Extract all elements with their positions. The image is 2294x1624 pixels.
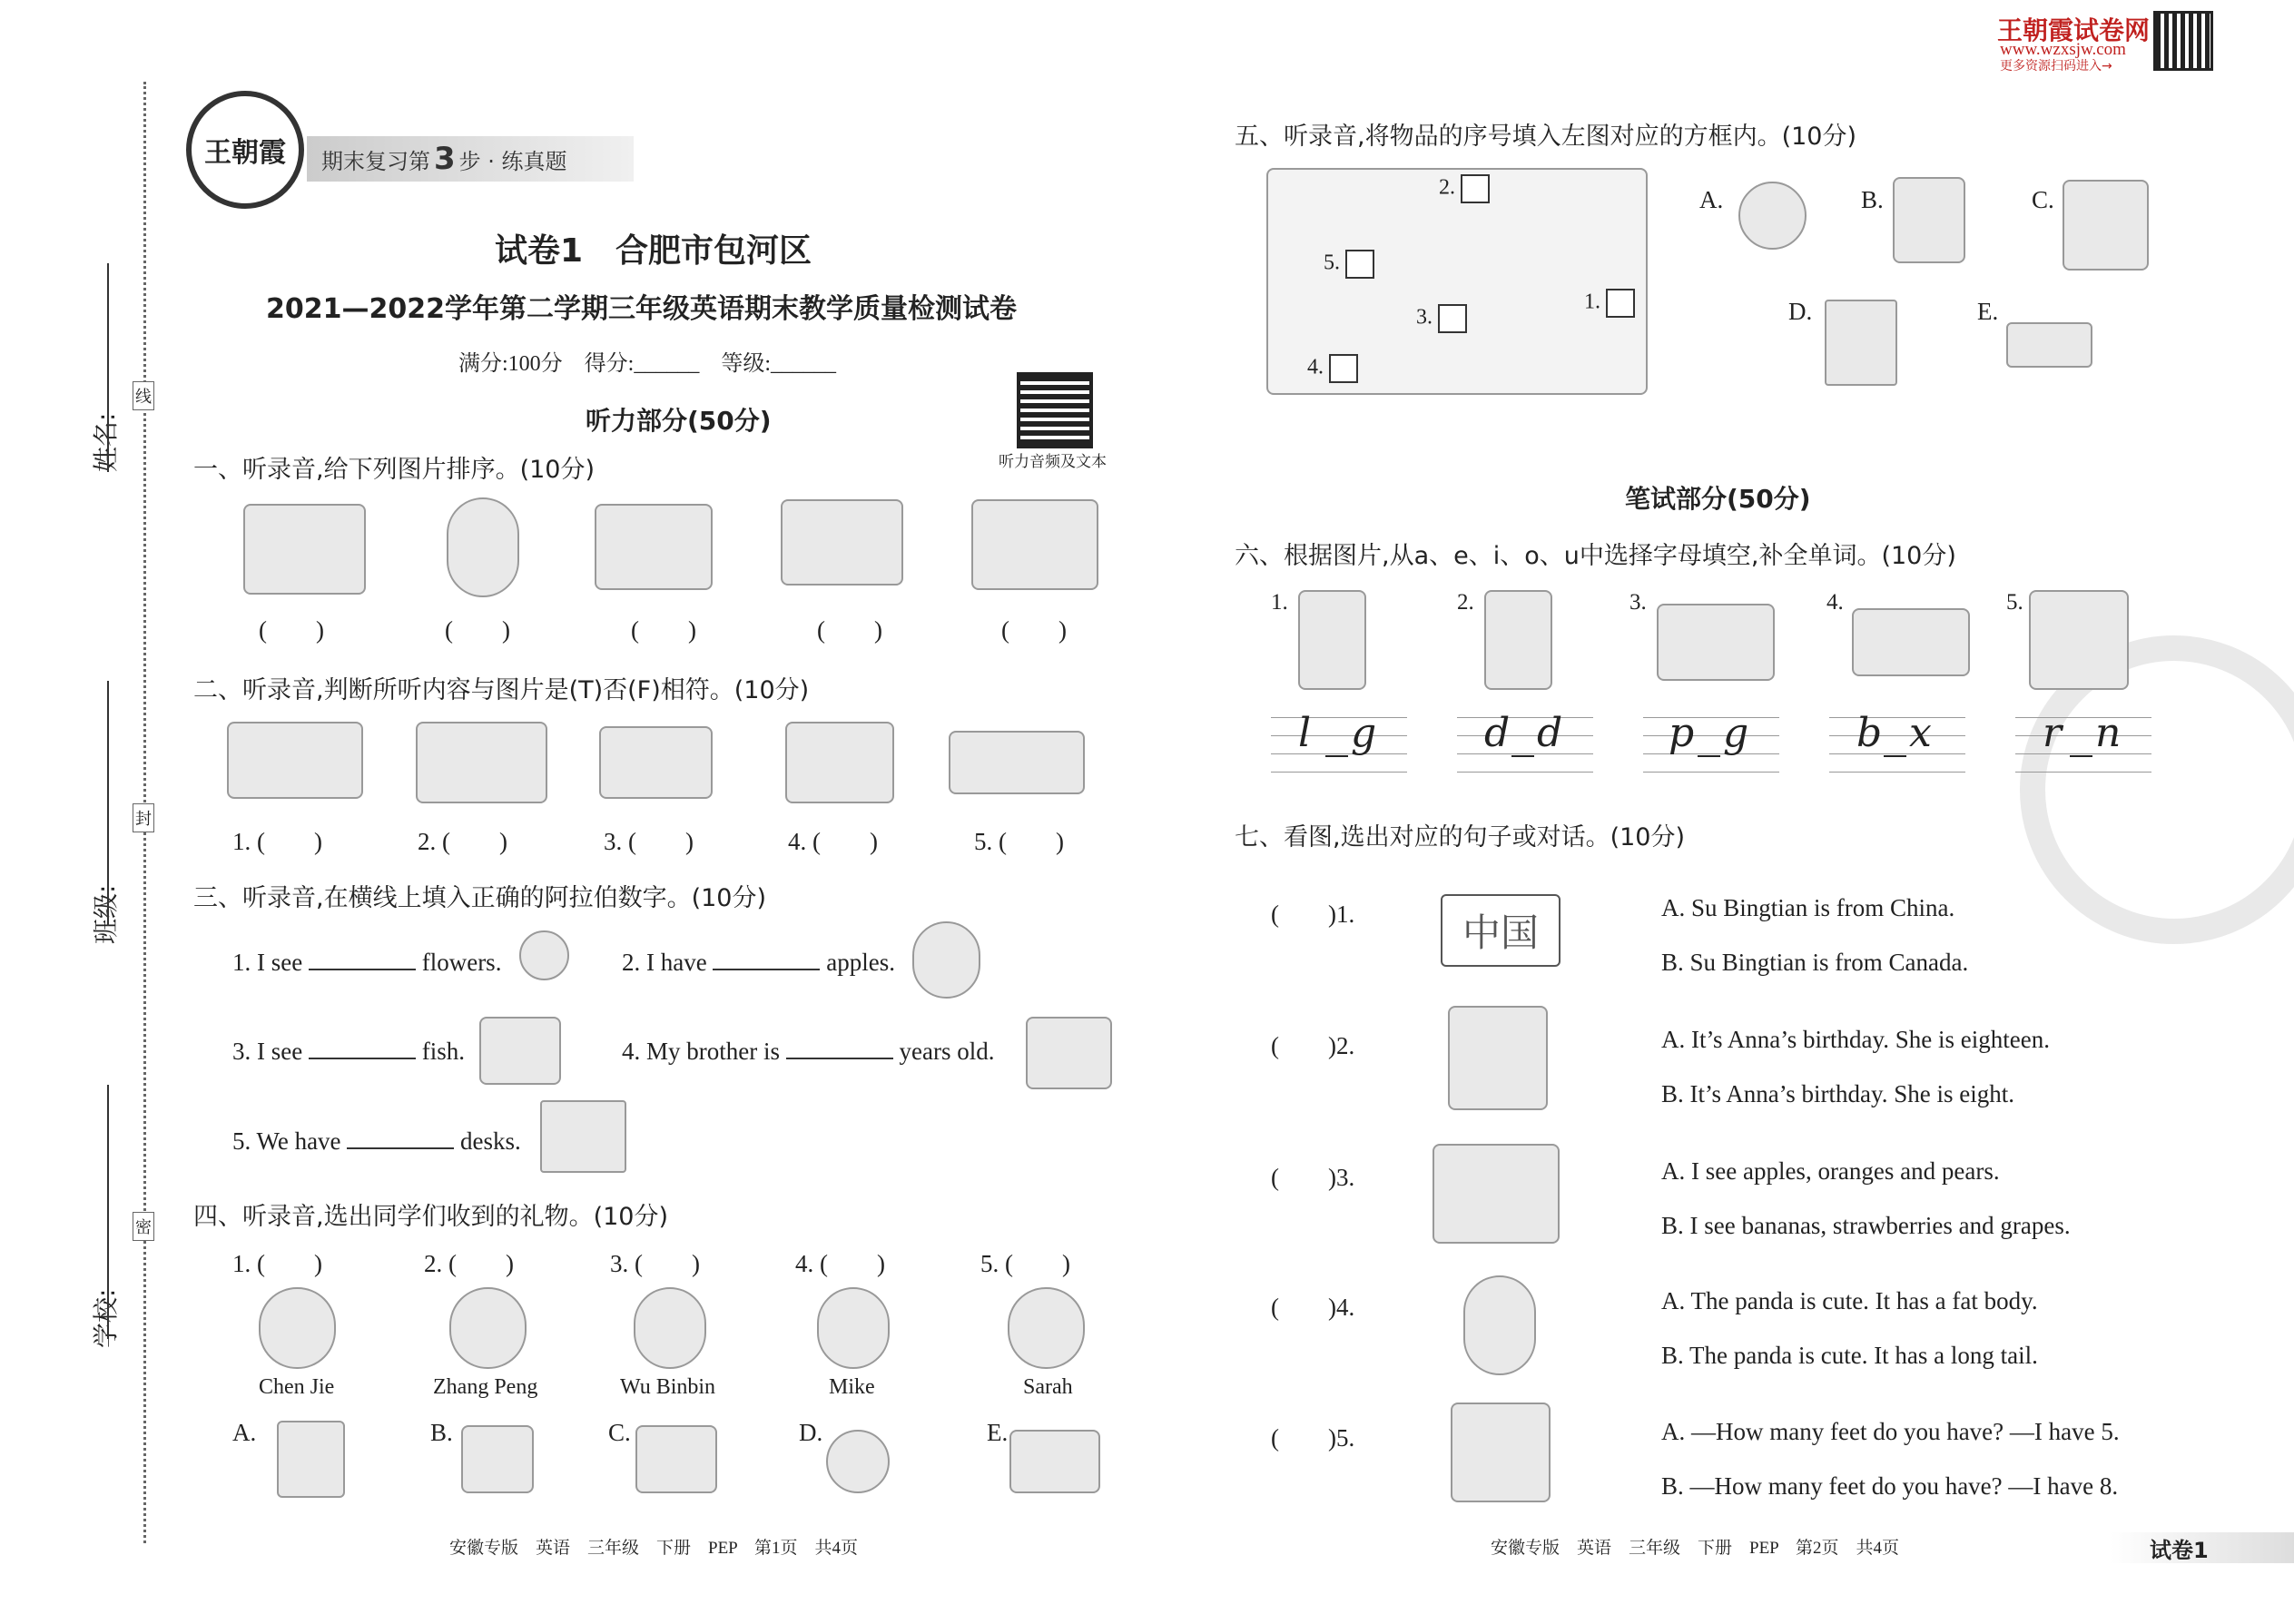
q4-option-a: A. [232,1419,257,1446]
q3-sentence-1: 1. I see flowers. [232,949,502,976]
q4-gift-bag [277,1421,345,1498]
q4-name-3: Wu Binbin [620,1375,716,1399]
q4-avatar-chen-jie [259,1287,336,1369]
q6-word4-letter2: x [1909,710,1932,756]
q7-row5-option-b[interactable]: B. —How many feet do you have? —I have 8. [1661,1472,2119,1500]
school-label: 学校: [91,1288,121,1348]
q4-answer-4[interactable]: 4. ( ) [795,1250,885,1277]
q1-picture-boat [781,499,903,586]
site-qr-code[interactable] [2153,11,2213,71]
q6-num-1: 1. [1271,590,1288,615]
q3-blank-4[interactable] [786,1039,893,1059]
q4-name-4: Mike [829,1375,875,1399]
q7-row3-option-a[interactable]: A. I see apples, oranges and pears. [1661,1157,2000,1185]
q6-word2-letter2: d [1537,710,1563,756]
q6-word1-blank[interactable] [1325,755,1348,757]
q6-picture-box [1852,608,1970,676]
q4-option-b: B. [430,1419,453,1446]
q2-answer-3[interactable]: 3. ( ) [604,828,694,855]
q5-num-5: 5. [1324,250,1374,279]
q2-answer-2[interactable]: 2. ( ) [418,828,507,855]
q6-writing-guide-3[interactable] [1643,717,1779,775]
q5-heading: 五、听录音,将物品的序号填入左图对应的方框内。(10分) [1235,123,1857,151]
site-url[interactable]: www.wzxsjw.com [2000,40,2126,59]
q3-picture-flower [519,930,569,980]
q1-answer-3[interactable]: ( ) [631,616,696,644]
q4-gift-car [1009,1430,1100,1493]
class-label: 班级: [91,884,121,944]
q6-picture-leg [1298,590,1366,690]
q7-row5-number[interactable]: ( )5. [1271,1424,1355,1452]
q3-blank-3[interactable] [309,1039,416,1059]
q5-box-4[interactable] [1329,354,1358,383]
footer-left: 安徽专版 英语 三年级 下册 PEP 第1页 共4页 [449,1539,859,1558]
q1-answer-1[interactable]: ( ) [259,616,324,644]
q6-heading: 六、根据图片,从a、e、i、o、u中选择字母填空,补全单词。(10分) [1235,542,1956,570]
name-line [107,263,109,472]
q5-item-football [1738,182,1807,250]
q3-sentence-2: 2. I have apples. [622,949,895,976]
site-name[interactable]: 王朝霞试卷网 [1997,15,2151,45]
q7-row4-option-a[interactable]: A. The panda is cute. It has a fat body. [1661,1287,2038,1314]
q4-option-e: E. [987,1419,1009,1446]
score-line: 满分:100分 得分:______ 等级:______ [458,352,837,376]
q4-answer-2[interactable]: 2. ( ) [424,1250,514,1277]
q4-answer-1[interactable]: 1. ( ) [232,1250,322,1277]
q4-gift-ball [826,1430,890,1493]
class-line [107,681,109,926]
q2-picture-bananas [227,722,363,799]
q7-heading: 七、看图,选出对应的句子或对话。(10分) [1235,823,1686,851]
footer-badge: 试卷1 [2150,1538,2209,1563]
q6-picture-dad [1484,590,1552,690]
q5-box-3[interactable] [1438,304,1467,333]
q7-row1-number[interactable]: ( )1. [1271,901,1355,928]
q5-option-d: D. [1788,298,1813,325]
q7-picture-cake [1448,1006,1548,1110]
q3-sentence-3: 3. I see fish. [232,1038,465,1065]
writing-heading: 笔试部分(50分) [1625,484,1811,514]
q4-gift-duck [461,1425,534,1493]
q5-item-books [1825,300,1897,386]
q3-blank-1[interactable] [309,950,416,970]
q5-option-a: A. [1699,186,1724,213]
q5-option-b: B. [1861,186,1884,213]
q7-row2-option-b[interactable]: B. It’s Anna’s birthday. She is eight. [1661,1080,2014,1107]
q5-item-kite [1893,177,1965,263]
q4-option-d: D. [799,1419,823,1446]
q6-word4-blank[interactable] [1884,755,1906,757]
q5-box-2[interactable] [1461,174,1490,203]
q6-writing-guide-4[interactable] [1829,717,1965,775]
exam-subtitle: 2021—2022学年第二学期三年级英语期末教学质量检测试卷 [266,293,1017,325]
q5-box-1[interactable] [1606,289,1635,318]
q3-blank-5[interactable] [347,1129,454,1149]
q6-picture-pig [1657,604,1775,681]
q2-picture-pencils [785,722,894,803]
q6-word1-letter2: g [1351,710,1377,756]
q4-avatar-wu-binbin [634,1287,706,1369]
seal-mark-seal: 封 [133,803,154,832]
q6-num-5: 5. [2006,590,2023,615]
q2-heading: 二、听录音,判断所听内容与图片是(T)否(F)相符。(10分) [193,676,810,704]
q4-option-c: C. [608,1419,631,1446]
q1-picture-driver [971,499,1098,590]
q2-answer-4[interactable]: 4. ( ) [788,828,878,855]
q5-option-e: E. [1977,298,1999,325]
q6-writing-guide-5[interactable] [2015,717,2151,775]
exam-title: 试卷1 合肥市包河区 [495,232,812,270]
qr-caption: 听力音频及文本 [999,453,1107,470]
q6-word4-letter1: b [1856,710,1883,756]
q6-word3-blank[interactable] [1698,755,1720,757]
seal-mark-secret: 密 [133,1212,154,1241]
q6-writing-guide-1[interactable] [1271,717,1407,775]
q5-box-5[interactable] [1345,250,1374,279]
q2-picture-bed [416,722,547,803]
q4-heading: 四、听录音,选出同学们收到的礼物。(10分) [193,1203,669,1231]
q6-num-3: 3. [1629,590,1647,615]
brand-logo [186,91,304,209]
q3-heading: 三、听录音,在横线上填入正确的阿拉伯数字。(10分) [193,884,767,912]
q4-gift-dragon [635,1425,717,1493]
q7-row2-number[interactable]: ( )2. [1271,1032,1355,1059]
q4-avatar-mike [817,1287,890,1369]
q4-name-1: Chen Jie [259,1375,335,1399]
q6-word3-letter2: g [1723,710,1749,756]
q7-picture-fruit [1433,1144,1560,1244]
q7-row3-number[interactable]: ( )3. [1271,1164,1355,1191]
q7-row2-option-a[interactable]: A. It’s Anna’s birthday. She is eighteen. [1661,1026,2050,1053]
q2-answer-1[interactable]: 1. ( ) [232,828,322,855]
q5-item-cat [2063,180,2149,271]
q3-sentence-5: 5. We have desks. [232,1127,521,1155]
q1-answer-2[interactable]: ( ) [445,616,510,644]
q6-num-4: 4. [1826,590,1844,615]
brand-logo-text: 王朝霞 [204,137,286,169]
q7-row5-option-a[interactable]: A. —How many feet do you have? —I have 5. [1661,1418,2120,1445]
q7-row3-option-b[interactable]: B. I see bananas, strawberries and grapes. [1661,1212,2071,1239]
q2-picture-pig [599,726,713,799]
q6-word2-blank[interactable] [1511,755,1534,757]
q7-row1-option-b[interactable]: B. Su Bingtian is from Canada. [1661,949,1969,976]
q3-picture-apple [912,921,980,999]
q7-picture-octopus [1451,1403,1551,1502]
q3-sentence-4: 4. My brother is years old. [622,1038,995,1065]
q2-answer-5[interactable]: 5. ( ) [974,828,1064,855]
q4-answer-5[interactable]: 5. ( ) [980,1250,1070,1277]
q7-picture-panda [1463,1275,1536,1375]
q6-word5-blank[interactable] [2070,755,2092,757]
listening-heading: 听力部分(50分) [586,406,772,436]
q7-row1-option-a[interactable]: A. Su Bingtian is from China. [1661,894,1955,921]
q6-num-2: 2. [1457,590,1474,615]
q6-word3-letter1: p [1669,710,1695,756]
q4-answer-3[interactable]: 3. ( ) [610,1250,700,1277]
q1-answer-4[interactable]: ( ) [817,616,882,644]
qr-code[interactable] [1017,372,1093,448]
q6-word5-letter2: n [2095,710,2122,756]
q6-word2-letter1: d [1484,710,1511,756]
footer-right: 安徽专版 英语 三年级 下册 PEP 第2页 共4页 [1491,1539,1900,1558]
q3-blank-2[interactable] [713,950,820,970]
q1-heading: 一、听录音,给下列图片排序。(10分) [193,456,596,484]
q6-writing-guide-2[interactable] [1457,717,1593,775]
q1-answer-5[interactable]: ( ) [1001,616,1067,644]
q5-num-4: 4. [1307,354,1358,383]
q4-name-5: Sarah [1023,1375,1073,1399]
q6-word1-letter1: l [1298,710,1312,756]
q1-picture-elephant [595,504,713,590]
name-label: 姓名: [91,412,121,472]
q1-picture-panda [447,497,519,597]
q7-row4-number[interactable]: ( )4. [1271,1294,1355,1321]
q5-option-c: C. [2032,186,2054,213]
q7-china-sign: 中国 [1441,894,1561,967]
q7-row4-option-b[interactable]: B. The panda is cute. It has a long tail. [1661,1342,2038,1369]
q5-num-1: 1. [1584,289,1635,318]
q6-picture-run [2029,590,2129,690]
site-hint: 更多资源扫码进入→ [2000,59,2112,74]
q4-avatar-zhang-peng [449,1287,527,1369]
q5-item-pencil-case [2006,322,2092,368]
seal-mark-line: 线 [133,381,154,410]
q3-picture-cake [1026,1017,1112,1089]
q5-num-2: 2. [1439,174,1490,203]
q1-picture-family [243,504,366,595]
review-step-tag: 期末复习第 3 步 · 练真题 [307,136,634,182]
q2-picture-chicken [949,731,1085,794]
q3-picture-desk [540,1100,626,1173]
q4-avatar-sarah [1008,1287,1085,1369]
q3-picture-fish [479,1017,561,1085]
q6-word5-letter1: r [2043,710,2063,756]
q5-num-3: 3. [1416,304,1467,333]
q4-name-2: Zhang Peng [433,1375,538,1399]
school-line [107,1085,109,1339]
